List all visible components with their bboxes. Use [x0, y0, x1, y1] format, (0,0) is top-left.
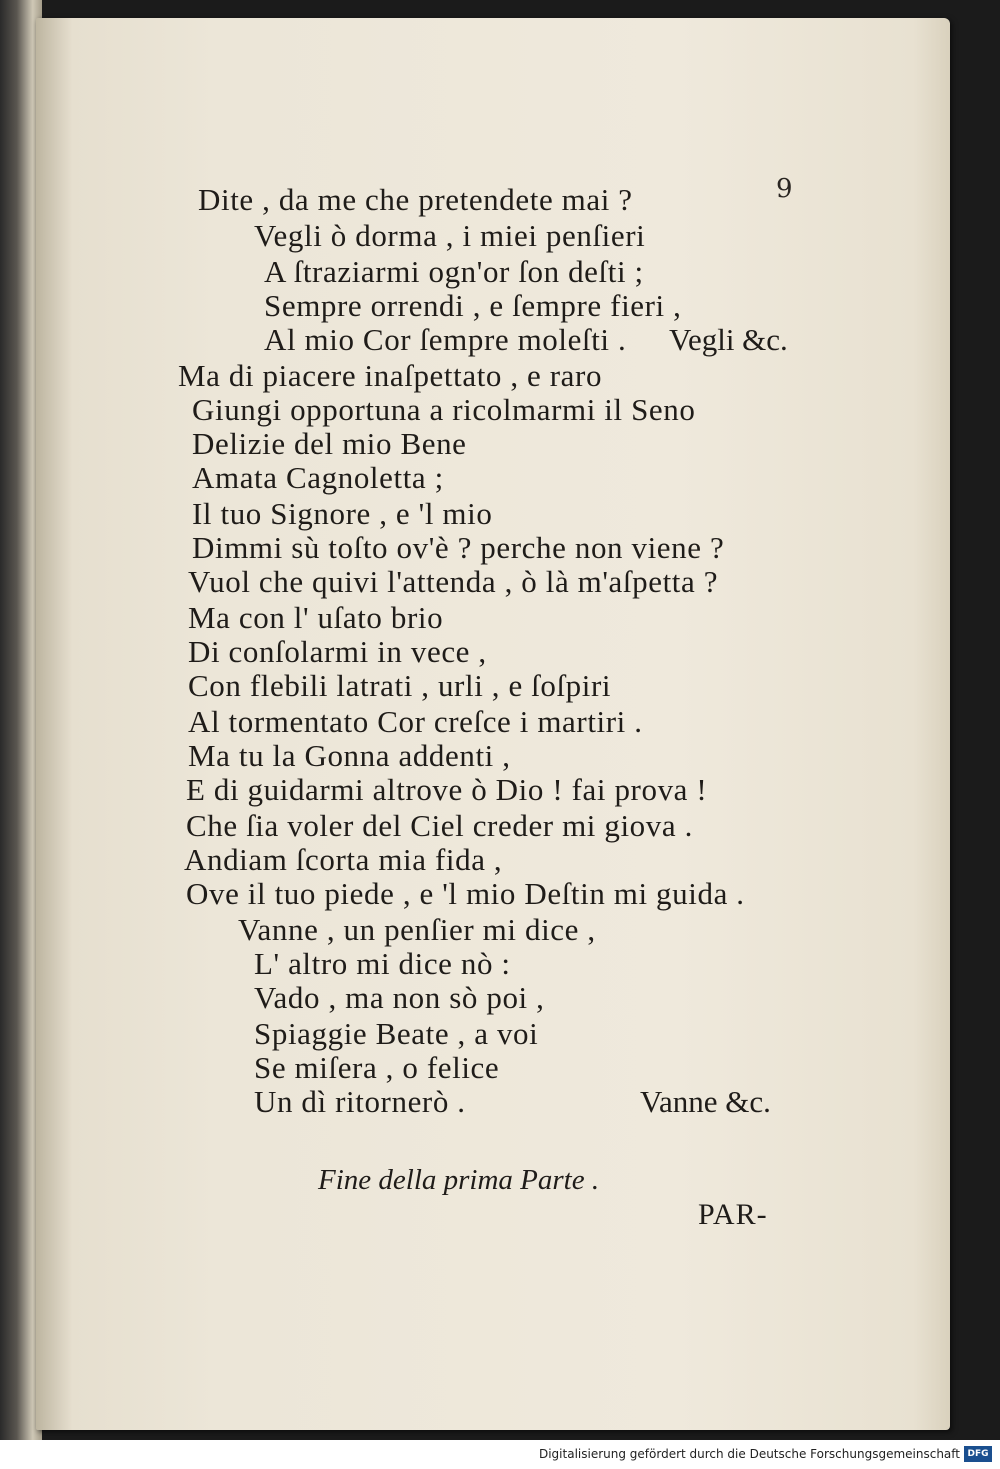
text-line: Vegli ò dorma , i miei penſieri: [254, 218, 646, 253]
dfg-logo-icon: DFG: [964, 1446, 992, 1462]
cue-vanne: Vanne &c.: [640, 1084, 771, 1119]
closing-line: Fine della prima Parte .: [318, 1164, 600, 1196]
footer-credit: Digitalisierung gefördert durch die Deutsche Forschungsgemeinschaft: [538, 1447, 960, 1461]
text-line: Il tuo Signore , e 'l mio: [192, 496, 493, 531]
text-line: Vuol che quivi l'attenda , ò là m'aſpetta ?: [188, 564, 719, 599]
text-line: Al tormentato Cor creſce i martiri .: [188, 704, 643, 739]
text-line: Spiaggie Beate , a voi: [254, 1016, 539, 1051]
text-line: Dimmi sù toſto ov'è ? perche non viene ?: [192, 530, 725, 565]
text-line: Vanne , un penſier mi dice ,: [238, 912, 596, 947]
text-line: Ma tu la Gonna addenti ,: [188, 738, 511, 773]
book-page: [36, 18, 950, 1430]
text-line: Sempre orrendi , e ſempre fieri ,: [264, 288, 682, 323]
text-line: Se miſera , o felice: [254, 1050, 500, 1085]
text-line: Delizie del mio Bene: [192, 426, 467, 461]
text-line: Che ſia voler del Ciel creder mi giova .: [186, 808, 693, 843]
text-line: Ma di piacere inaſpettato , e raro: [178, 358, 603, 393]
page-number: 9: [776, 174, 793, 204]
text-line: Un dì ritornerò .: [254, 1084, 466, 1119]
text-line: Dite , da me che pretendete mai ?: [198, 182, 633, 217]
footer-bar: [0, 1440, 1000, 1469]
text-line: Al mio Cor ſempre moleſti .: [264, 322, 627, 357]
text-line: Ove il tuo piede , e 'l mio Deſtin mi guida .: [186, 876, 745, 911]
cue-vegli: Vegli &c.: [669, 322, 788, 357]
text-line: Vado , ma non sò poi ,: [254, 980, 545, 1015]
text-line: Di conſolarmi in vece ,: [188, 634, 487, 669]
text-line: Giungi opportuna a ricolmarmi il Seno: [192, 392, 696, 427]
text-line: A ſtraziarmi ogn'or ſon deſti ;: [264, 254, 644, 289]
text-line: Ma con l' uſato brio: [188, 600, 444, 635]
text-line: Andiam ſcorta mia fida ,: [184, 842, 503, 877]
text-line: E di guidarmi altrove ò Dio ! fai prova !: [186, 772, 708, 807]
text-line: Con flebili latrati , urli , e ſoſpiri: [188, 668, 612, 703]
catchword: PAR-: [698, 1198, 768, 1231]
text-line: L' altro mi dice nò :: [254, 946, 511, 981]
text-line: Amata Cagnoletta ;: [192, 460, 444, 495]
